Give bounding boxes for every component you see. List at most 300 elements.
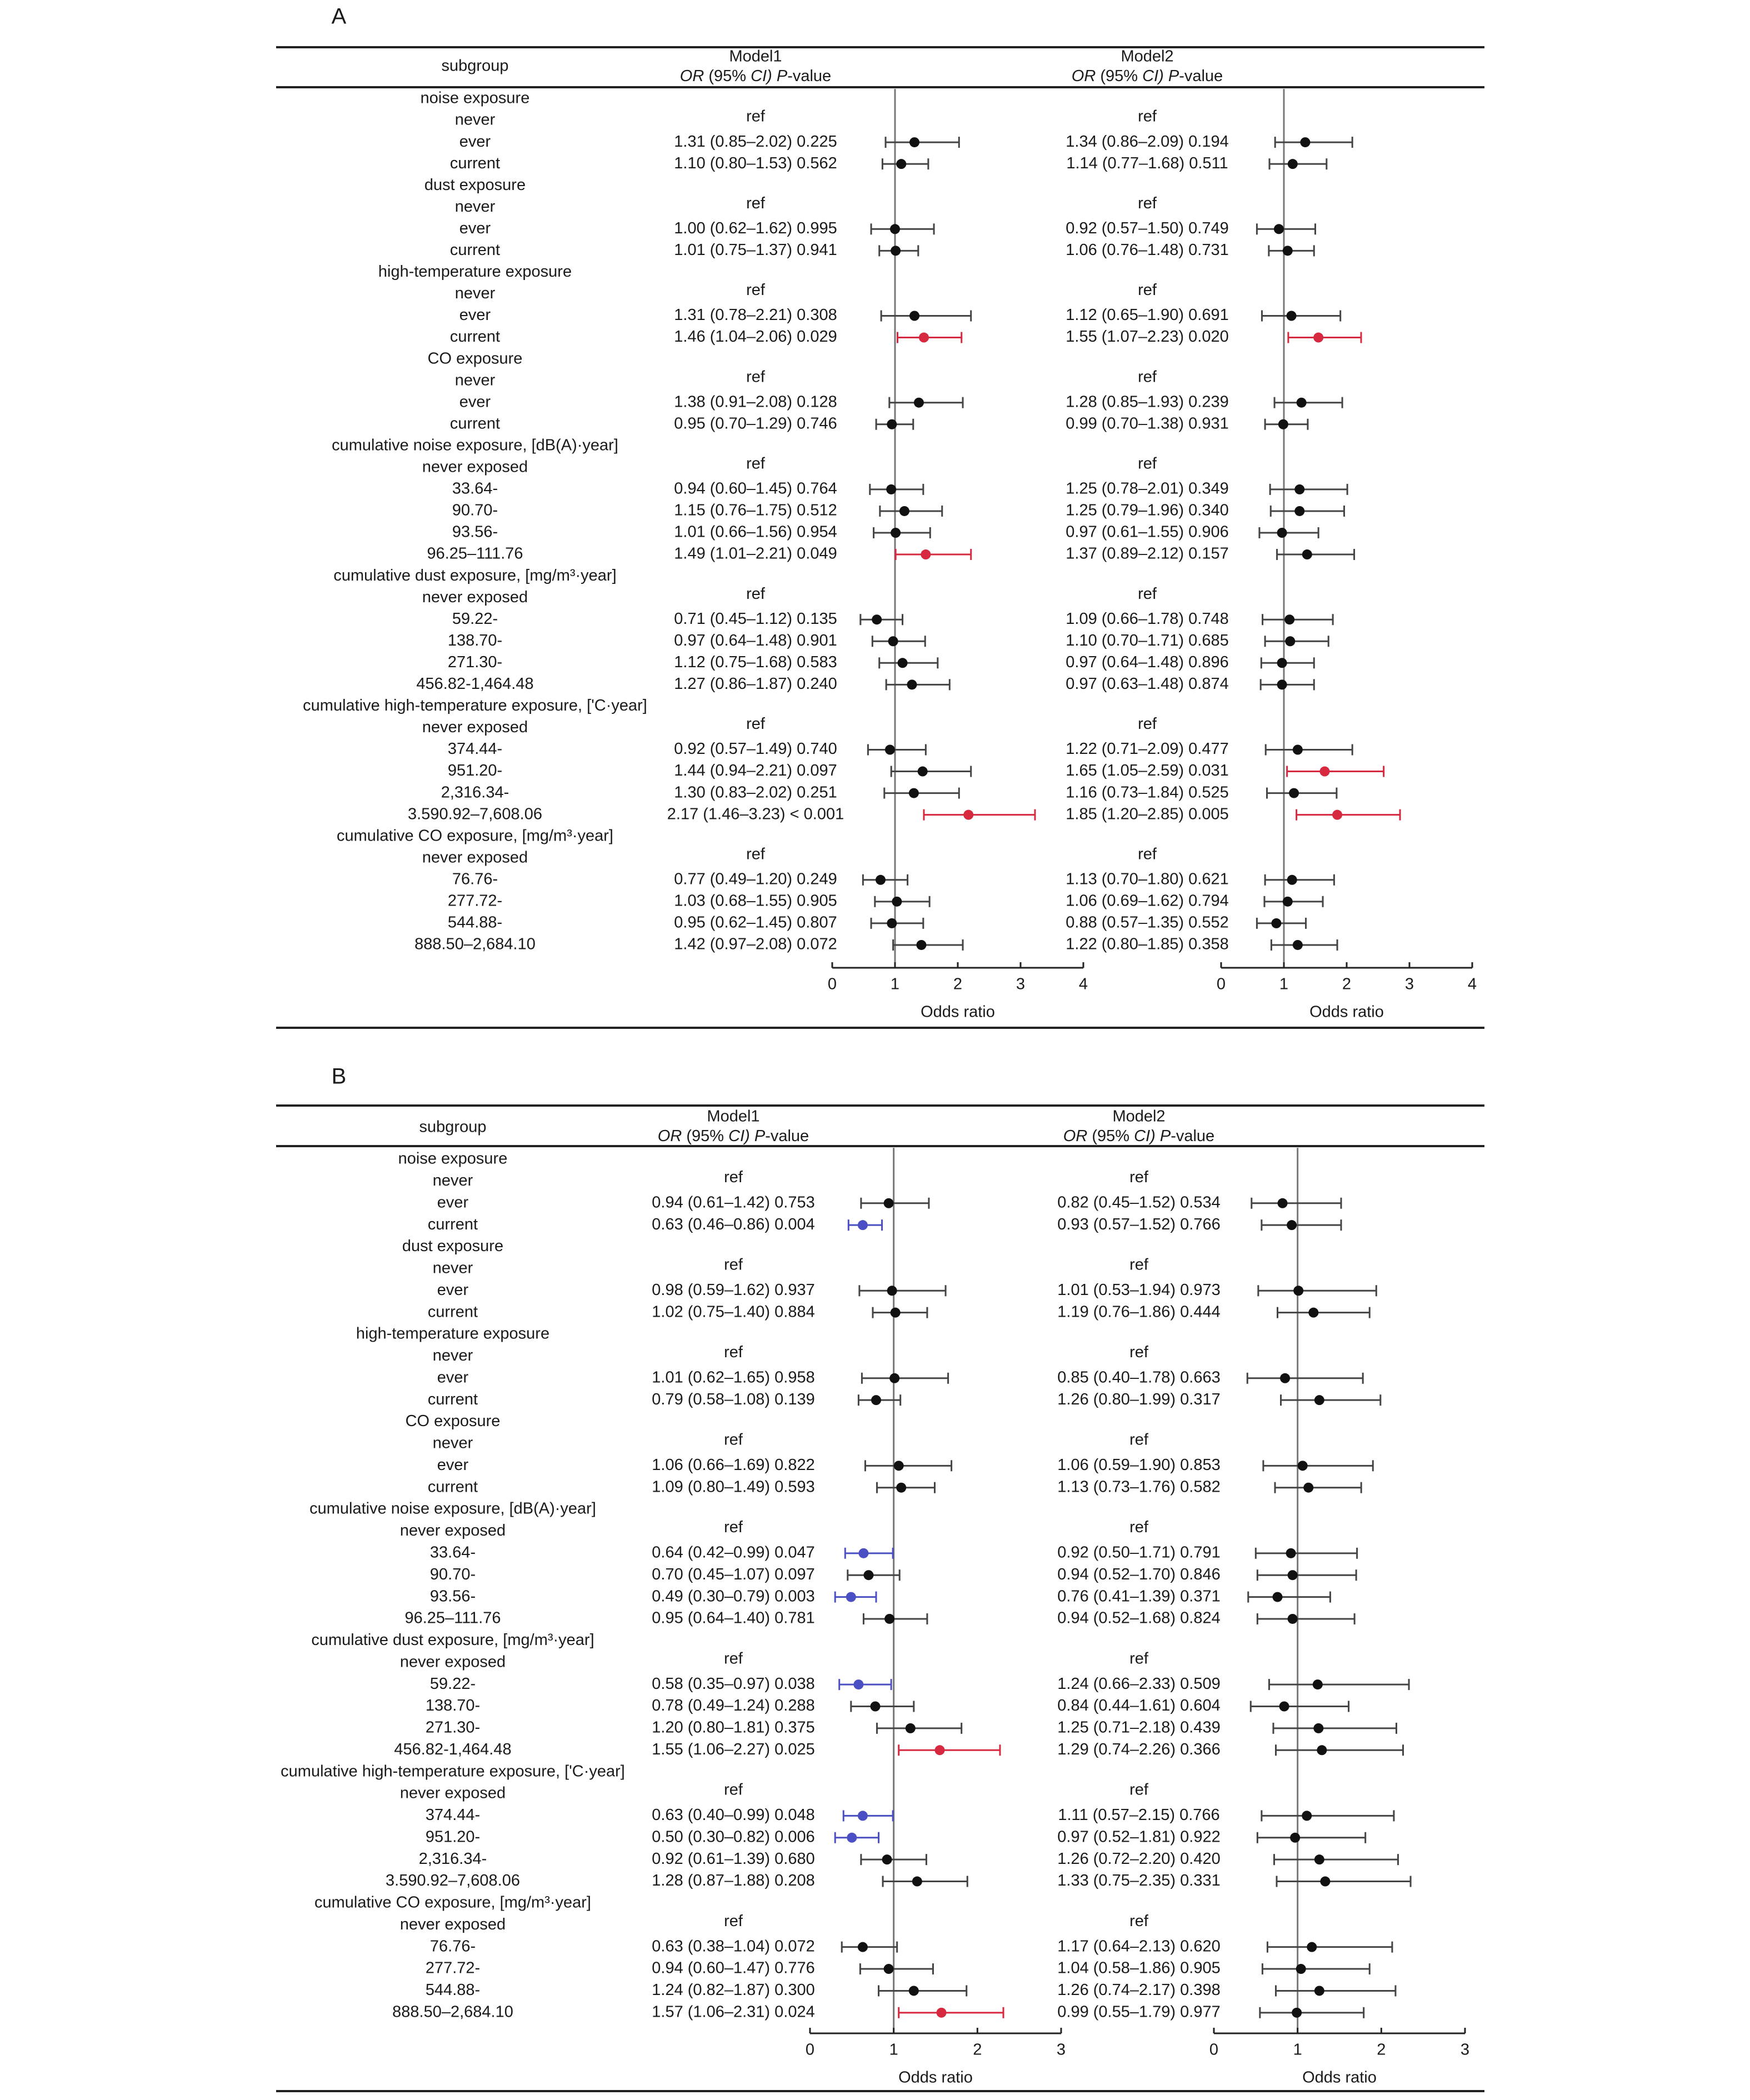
or-point: [916, 940, 926, 950]
or-point: [887, 918, 897, 928]
or-point: [1297, 398, 1307, 408]
or-point: [1296, 1964, 1306, 1974]
x-tick-label: 0: [827, 975, 837, 993]
subgroup-label: 2,316.34-: [441, 783, 509, 802]
or-point: [888, 636, 898, 646]
subgroup-label: 277.72-: [425, 1959, 481, 1977]
subgroup-label: 456.82-1,464.48: [416, 675, 534, 693]
x-axis-label: Odds ratio: [1302, 2068, 1377, 2087]
or-point: [892, 897, 902, 907]
ref-label: ref: [1129, 1518, 1148, 1537]
or-point: [1284, 614, 1294, 624]
subgroup-label: never: [432, 1172, 473, 1190]
subgroup-label: ever: [459, 393, 491, 411]
estimate-text: 0.92 (0.57–1.50) 0.749: [1066, 219, 1229, 237]
ref-label: ref: [746, 194, 765, 212]
subgroup-label: 76.76-: [452, 870, 498, 888]
estimate-text: 1.55 (1.06–2.27) 0.025: [652, 1740, 815, 1758]
ref-label: ref: [724, 1649, 743, 1668]
subgroup-label: 93.56-: [429, 1587, 476, 1606]
or-point: [1278, 1198, 1288, 1208]
or-point: [909, 1986, 919, 1996]
or-point: [1288, 1614, 1298, 1624]
estimate-text: 0.99 (0.70–1.38) 0.931: [1066, 414, 1229, 433]
or-point: [1293, 1286, 1303, 1296]
or-point: [919, 333, 929, 343]
x-axis-label: Odds ratio: [921, 1003, 995, 1021]
estimate-text: 0.97 (0.63–1.48) 0.874: [1066, 675, 1229, 693]
subgroup-label: never exposed: [399, 1653, 506, 1671]
x-tick-label: 2: [953, 975, 963, 993]
subgroup-header: subgroup: [441, 57, 509, 75]
or-point: [1294, 506, 1304, 516]
ref-label: ref: [746, 845, 765, 863]
or-point: [1278, 419, 1288, 429]
estimate-text: 1.26 (0.74–2.17) 0.398: [1057, 1981, 1221, 1999]
or-point: [918, 767, 928, 777]
estimate-text: 1.10 (0.80–1.53) 0.562: [674, 154, 837, 172]
estimate-text: 0.95 (0.64–1.40) 0.781: [652, 1609, 815, 1627]
estimate-text: 1.33 (0.75–2.35) 0.331: [1057, 1872, 1221, 1890]
estimate-text: 1.06 (0.59–1.90) 0.853: [1057, 1456, 1221, 1474]
ref-label: ref: [724, 1343, 743, 1362]
ref-label: ref: [746, 454, 765, 473]
subgroup-label: 2,316.34-: [418, 1849, 487, 1868]
subgroup-header: subgroup: [419, 1118, 487, 1136]
or-point: [1274, 224, 1284, 234]
x-tick-label: 4: [1467, 975, 1477, 993]
subgroup-label: 544.88-: [425, 1981, 481, 1999]
model-subheader-1: OR (95% CI) P-value: [679, 67, 832, 85]
subgroup-label: ever: [437, 1193, 469, 1212]
estimate-text: 1.12 (0.65–1.90) 0.691: [1066, 306, 1229, 324]
estimate-text: 1.34 (0.86–2.09) 0.194: [1066, 132, 1229, 151]
subgroup-label: 90.70-: [452, 501, 498, 519]
or-point: [884, 1964, 894, 1974]
or-point: [886, 484, 896, 494]
estimate-text: 0.94 (0.60–1.47) 0.776: [652, 1959, 815, 1977]
subgroup-label: 138.70-: [425, 1697, 481, 1715]
subgroup-heading: dust exposure: [424, 176, 526, 194]
or-point: [896, 159, 906, 169]
estimate-text: 0.84 (0.44–1.61) 0.604: [1057, 1697, 1221, 1715]
subgroup-label: 33.64-: [452, 479, 498, 498]
or-point: [914, 398, 924, 408]
or-point: [1303, 1483, 1313, 1493]
estimate-text: 1.65 (1.05–2.59) 0.031: [1066, 762, 1229, 780]
or-point: [1314, 1854, 1324, 1864]
estimate-text: 1.28 (0.85–1.93) 0.239: [1066, 393, 1229, 411]
subgroup-label: 96.25–111.76: [427, 544, 523, 563]
x-tick-label: 4: [1078, 975, 1088, 993]
or-point: [1283, 246, 1293, 256]
subgroup-label: 277.72-: [447, 892, 503, 910]
estimate-text: 0.79 (0.58–1.08) 0.139: [652, 1390, 815, 1408]
ref-label: ref: [1138, 107, 1157, 126]
ref-label: ref: [746, 584, 765, 603]
or-point: [896, 1483, 906, 1493]
estimate-text: 1.17 (0.64–2.13) 0.620: [1057, 1937, 1221, 1956]
estimate-text: 1.30 (0.83–2.02) 0.251: [674, 783, 837, 802]
or-point: [909, 788, 919, 798]
estimate-text: 1.29 (0.74–2.26) 0.366: [1057, 1740, 1221, 1758]
subgroup-label: never exposed: [422, 588, 528, 606]
estimate-text: 0.49 (0.30–0.79) 0.003: [652, 1587, 815, 1606]
subgroup-label: ever: [437, 1368, 469, 1387]
subgroup-heading: noise exposure: [398, 1149, 508, 1168]
x-tick-label: 3: [1056, 2041, 1066, 2059]
estimate-text: 0.92 (0.61–1.39) 0.680: [652, 1849, 815, 1868]
subgroup-heading: noise exposure: [420, 89, 530, 107]
subgroup-label: never exposed: [422, 458, 528, 476]
subgroup-heading: high-temperature exposure: [378, 263, 572, 281]
estimate-text: 1.38 (0.91–2.08) 0.128: [674, 393, 837, 411]
estimate-text: 1.28 (0.87–1.88) 0.208: [652, 1872, 815, 1890]
subgroup-label: ever: [459, 132, 491, 151]
estimate-text: 0.92 (0.50–1.71) 0.791: [1057, 1543, 1221, 1562]
estimate-text: 1.01 (0.75–1.37) 0.941: [674, 241, 837, 259]
x-tick-label: 2: [1342, 975, 1352, 993]
ref-label: ref: [1138, 368, 1157, 386]
x-tick-label: 0: [1216, 975, 1226, 993]
subgroup-label: 951.20-: [425, 1828, 481, 1846]
or-point: [846, 1592, 856, 1602]
or-point: [876, 875, 886, 885]
or-point: [1286, 1548, 1296, 1558]
subgroup-label: never: [454, 371, 496, 389]
ref-label: ref: [724, 1256, 743, 1274]
x-tick-label: 3: [1404, 975, 1414, 993]
estimate-text: 0.93 (0.57–1.52) 0.766: [1057, 1215, 1221, 1233]
estimate-text: 1.31 (0.78–2.21) 0.308: [674, 306, 837, 324]
ref-label: ref: [1129, 1256, 1148, 1274]
subgroup-label: current: [449, 328, 501, 346]
estimate-text: 0.94 (0.52–1.68) 0.824: [1057, 1609, 1221, 1627]
x-tick-label: 1: [1279, 975, 1289, 993]
or-point: [863, 1570, 873, 1580]
or-point: [891, 246, 901, 256]
or-point: [890, 224, 900, 234]
or-point: [871, 1702, 881, 1712]
subgroup-heading: cumulative dust exposure, [mg/m³·year]: [311, 1631, 594, 1649]
estimate-text: 1.01 (0.66–1.56) 0.954: [674, 523, 837, 541]
or-point: [1288, 1570, 1298, 1580]
estimate-text: 1.06 (0.66–1.69) 0.822: [652, 1456, 815, 1474]
subgroup-heading: cumulative noise exposure, [dB(A)·year]: [332, 436, 618, 454]
or-point: [1294, 484, 1304, 494]
or-point: [853, 1679, 863, 1689]
or-point: [899, 506, 909, 516]
subgroup-heading: cumulative CO exposure, [mg/m³·year]: [314, 1893, 591, 1912]
or-point: [1302, 1811, 1312, 1821]
or-point: [891, 1308, 901, 1318]
or-point: [858, 1942, 868, 1952]
estimate-text: 1.49 (1.01–2.21) 0.049: [674, 544, 837, 563]
or-point: [1279, 1702, 1289, 1712]
or-point: [1313, 1679, 1323, 1689]
estimate-text: 2.17 (1.46–3.23) < 0.001: [667, 805, 844, 823]
ref-label: ref: [724, 1518, 743, 1537]
or-point: [1271, 918, 1281, 928]
subgroup-label: ever: [437, 1456, 469, 1474]
or-point: [858, 1220, 868, 1230]
estimate-text: 1.19 (0.76–1.86) 0.444: [1057, 1303, 1221, 1321]
estimate-text: 0.94 (0.52–1.70) 0.846: [1057, 1565, 1221, 1583]
estimate-text: 1.04 (0.58–1.86) 0.905: [1057, 1959, 1221, 1977]
subgroup-label: current: [427, 1478, 478, 1496]
estimate-text: 1.27 (0.86–1.87) 0.240: [674, 675, 837, 693]
x-tick-label: 2: [973, 2041, 982, 2059]
or-point: [1285, 636, 1295, 646]
or-point: [1317, 1745, 1327, 1755]
estimate-text: 0.63 (0.40–0.99) 0.048: [652, 1806, 815, 1824]
subgroup-label: never: [454, 197, 496, 216]
or-point: [889, 1373, 899, 1383]
estimate-text: 0.98 (0.59–1.62) 0.937: [652, 1281, 815, 1299]
estimate-text: 0.99 (0.55–1.79) 0.977: [1057, 2003, 1221, 2021]
ref-label: ref: [746, 281, 765, 299]
ref-label: ref: [724, 1912, 743, 1930]
estimate-text: 1.42 (0.97–2.08) 0.072: [674, 935, 837, 953]
or-point: [871, 1395, 881, 1405]
x-tick-label: 2: [1377, 2041, 1386, 2059]
ref-label: ref: [1138, 454, 1157, 473]
or-point: [1314, 1986, 1324, 1996]
x-tick-label: 3: [1460, 2041, 1470, 2059]
subgroup-label: never: [432, 1434, 473, 1452]
or-point: [963, 810, 973, 820]
ref-label: ref: [1138, 845, 1157, 863]
subgroup-label: never exposed: [399, 1522, 506, 1540]
estimate-text: 1.06 (0.76–1.48) 0.731: [1066, 241, 1229, 259]
or-point: [937, 2008, 947, 2018]
estimate-text: 1.01 (0.53–1.94) 0.973: [1057, 1281, 1221, 1299]
estimate-text: 0.88 (0.57–1.35) 0.552: [1066, 913, 1229, 932]
or-point: [1300, 137, 1310, 147]
ref-label: ref: [1138, 281, 1157, 299]
subgroup-label: never: [432, 1347, 473, 1365]
or-point: [884, 1198, 894, 1208]
estimate-text: 1.09 (0.80–1.49) 0.593: [652, 1478, 815, 1496]
x-tick-label: 0: [1209, 2041, 1219, 2059]
estimate-text: 0.97 (0.52–1.81) 0.922: [1057, 1828, 1221, 1846]
x-tick-label: 1: [889, 2041, 898, 2059]
or-point: [1277, 528, 1287, 538]
subgroup-label: current: [449, 241, 501, 259]
estimate-text: 0.78 (0.49–1.24) 0.288: [652, 1697, 815, 1715]
estimate-text: 1.06 (0.69–1.62) 0.794: [1066, 892, 1229, 910]
subgroup-label: 93.56-: [452, 523, 498, 541]
ref-label: ref: [724, 1431, 743, 1449]
or-point: [1319, 767, 1329, 777]
or-point: [907, 679, 917, 689]
or-point: [858, 1548, 868, 1558]
or-point: [935, 1745, 945, 1755]
subgroup-label: 33.64-: [429, 1543, 476, 1562]
subgroup-heading: cumulative high-temperature exposure, ['C·year]: [303, 697, 647, 715]
x-tick-label: 3: [1016, 975, 1026, 993]
estimate-text: 1.03 (0.68–1.55) 0.905: [674, 892, 837, 910]
or-point: [887, 1286, 897, 1296]
or-point: [1298, 1461, 1308, 1471]
subgroup-heading: CO exposure: [427, 349, 523, 368]
estimate-text: 1.22 (0.71–2.09) 0.477: [1066, 740, 1229, 758]
x-tick-label: 1: [890, 975, 900, 993]
subgroup-label: 374.44-: [447, 740, 503, 758]
estimate-text: 0.76 (0.41–1.39) 0.371: [1057, 1587, 1221, 1606]
or-point: [909, 311, 919, 321]
subgroup-label: 951.20-: [447, 762, 503, 780]
subgroup-label: current: [449, 154, 501, 172]
estimate-text: 0.97 (0.64–1.48) 0.901: [674, 631, 837, 649]
estimate-text: 1.25 (0.71–2.18) 0.439: [1057, 1718, 1221, 1737]
or-point: [885, 745, 895, 755]
or-point: [898, 658, 908, 668]
subgroup-heading: cumulative CO exposure, [mg/m³·year]: [337, 827, 613, 845]
ref-label: ref: [724, 1781, 743, 1799]
estimate-text: 1.10 (0.70–1.71) 0.685: [1066, 631, 1229, 649]
estimate-text: 0.97 (0.64–1.48) 0.896: [1066, 653, 1229, 671]
subgroup-label: current: [427, 1390, 478, 1408]
subgroup-label: ever: [437, 1281, 469, 1299]
subgroup-label: 138.70-: [447, 631, 503, 649]
or-point: [1292, 2008, 1302, 2018]
ref-label: ref: [1138, 715, 1157, 733]
model-header-2: Model2: [1112, 1107, 1166, 1126]
estimate-text: 0.77 (0.49–1.20) 0.249: [674, 870, 837, 888]
subgroup-heading: cumulative high-temperature exposure, ['C·year]: [281, 1762, 625, 1781]
or-point: [1313, 1723, 1323, 1733]
estimate-text: 0.71 (0.45–1.12) 0.135: [674, 609, 837, 628]
x-tick-label: 1: [1293, 2041, 1302, 2059]
ref-label: ref: [1129, 1431, 1148, 1449]
or-point: [1293, 745, 1303, 755]
or-point: [1283, 897, 1293, 907]
or-point: [1313, 333, 1323, 343]
estimate-text: 0.95 (0.62–1.45) 0.807: [674, 913, 837, 932]
or-point: [1290, 1833, 1300, 1843]
estimate-text: 1.14 (0.77–1.68) 0.511: [1066, 154, 1228, 172]
subgroup-label: 374.44-: [425, 1806, 481, 1824]
subgroup-label: 544.88-: [447, 913, 503, 932]
subgroup-label: 888.50–2,684.10: [392, 2003, 513, 2021]
estimate-text: 0.94 (0.61–1.42) 0.753: [652, 1193, 815, 1212]
or-point: [847, 1833, 857, 1843]
or-point: [1287, 1220, 1297, 1230]
estimate-text: 0.97 (0.61–1.55) 0.906: [1066, 523, 1229, 541]
model-subheader-2: OR (95% CI) P-value: [1063, 1127, 1215, 1145]
subgroup-label: 456.82-1,464.48: [394, 1740, 512, 1758]
ref-label: ref: [746, 368, 765, 386]
subgroup-label: ever: [459, 306, 491, 324]
subgroup-label: 271.30-: [425, 1718, 481, 1737]
subgroup-label: 271.30-: [447, 653, 503, 671]
estimate-text: 1.13 (0.73–1.76) 0.582: [1057, 1478, 1221, 1496]
estimate-text: 1.31 (0.85–2.02) 0.225: [674, 132, 837, 151]
or-point: [1277, 658, 1287, 668]
or-point: [1307, 1942, 1317, 1952]
or-point: [1320, 1877, 1330, 1887]
subgroup-label: current: [449, 414, 501, 433]
estimate-text: 1.24 (0.82–1.87) 0.300: [652, 1981, 815, 1999]
model-header-1: Model1: [707, 1107, 760, 1126]
estimate-text: 1.15 (0.76–1.75) 0.512: [674, 501, 837, 519]
subgroup-heading: cumulative dust exposure, [mg/m³·year]: [333, 566, 617, 584]
or-point: [1288, 159, 1298, 169]
subgroup-label: 3.590.92–7,608.06: [386, 1872, 520, 1890]
estimate-text: 1.12 (0.75–1.68) 0.583: [674, 653, 837, 671]
estimate-text: 0.63 (0.46–0.86) 0.004: [652, 1215, 815, 1233]
estimate-text: 1.22 (0.80–1.85) 0.358: [1066, 935, 1229, 953]
x-axis-label: Odds ratio: [898, 2068, 973, 2087]
subgroup-label: never exposed: [399, 1784, 506, 1802]
model-header-1: Model1: [729, 47, 782, 66]
subgroup-heading: CO exposure: [405, 1412, 501, 1431]
subgroup-label: ever: [459, 219, 491, 237]
estimate-text: 1.02 (0.75–1.40) 0.884: [652, 1303, 815, 1321]
estimate-text: 0.70 (0.45–1.07) 0.097: [652, 1565, 815, 1583]
estimate-text: 1.26 (0.72–2.20) 0.420: [1057, 1849, 1221, 1868]
or-point: [891, 528, 901, 538]
estimate-text: 1.25 (0.78–2.01) 0.349: [1066, 479, 1229, 498]
ref-label: ref: [1129, 1781, 1148, 1799]
estimate-text: 1.16 (0.73–1.84) 0.525: [1066, 783, 1229, 802]
ref-label: ref: [746, 715, 765, 733]
or-point: [884, 1614, 894, 1624]
or-point: [1308, 1308, 1318, 1318]
or-point: [1287, 875, 1297, 885]
subgroup-label: 59.22-: [429, 1674, 476, 1693]
or-point: [887, 419, 897, 429]
or-point: [1332, 810, 1342, 820]
ref-label: ref: [1129, 1168, 1148, 1187]
estimate-text: 1.85 (1.20–2.85) 0.005: [1066, 805, 1229, 823]
or-point: [906, 1723, 916, 1733]
ref-label: ref: [724, 1168, 743, 1187]
subgroup-label: 3.590.92–7,608.06: [408, 805, 542, 823]
estimate-text: 1.46 (1.04–2.06) 0.029: [674, 328, 837, 346]
panel-letter: B: [331, 1064, 347, 1089]
subgroup-heading: cumulative noise exposure, [dB(A)·year]: [309, 1499, 596, 1518]
or-point: [894, 1461, 904, 1471]
subgroup-label: never: [454, 284, 496, 303]
subgroup-heading: high-temperature exposure: [356, 1324, 550, 1343]
estimate-text: 1.26 (0.80–1.99) 0.317: [1057, 1390, 1221, 1408]
estimate-text: 0.64 (0.42–0.99) 0.047: [652, 1543, 815, 1562]
estimate-text: 0.94 (0.60–1.45) 0.764: [674, 479, 837, 498]
subgroup-label: current: [427, 1215, 478, 1233]
estimate-text: 0.92 (0.57–1.49) 0.740: [674, 740, 837, 758]
subgroup-label: 90.70-: [429, 1565, 476, 1583]
model-subheader-2: OR (95% CI) P-value: [1071, 67, 1223, 85]
estimate-text: 1.24 (0.66–2.33) 0.509: [1057, 1674, 1221, 1693]
estimate-text: 1.09 (0.66–1.78) 0.748: [1066, 609, 1229, 628]
estimate-text: 1.37 (0.89–2.12) 0.157: [1066, 544, 1229, 563]
subgroup-label: 59.22-: [452, 609, 498, 628]
estimate-text: 0.82 (0.45–1.52) 0.534: [1057, 1193, 1221, 1212]
estimate-text: 0.85 (0.40–1.78) 0.663: [1057, 1368, 1221, 1387]
or-point: [912, 1877, 922, 1887]
or-point: [1273, 1592, 1283, 1602]
or-point: [1302, 549, 1312, 559]
ref-label: ref: [1129, 1912, 1148, 1930]
subgroup-label: never exposed: [422, 718, 528, 737]
subgroup-label: 76.76-: [429, 1937, 476, 1956]
ref-label: ref: [1138, 584, 1157, 603]
or-point: [882, 1854, 892, 1864]
ref-label: ref: [1129, 1343, 1148, 1362]
ref-label: ref: [1129, 1649, 1148, 1668]
